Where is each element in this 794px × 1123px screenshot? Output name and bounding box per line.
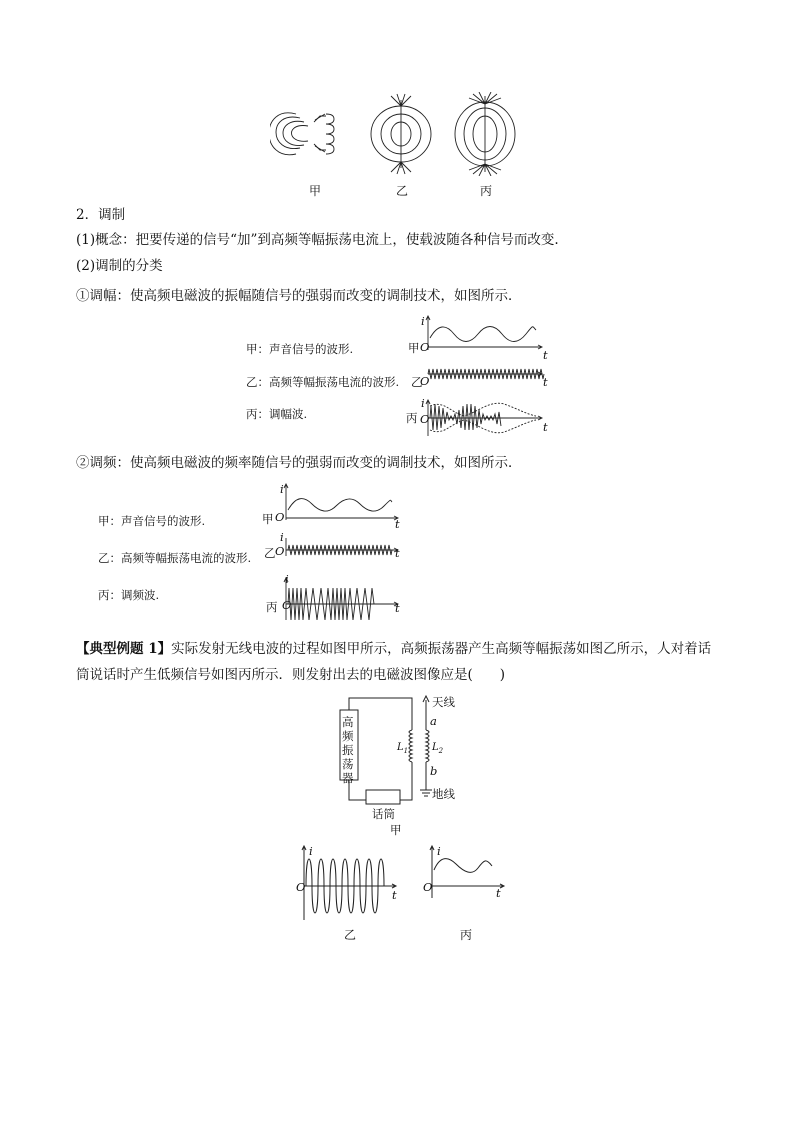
fm-axis-i1: i bbox=[280, 482, 284, 496]
am-axis-t2: t bbox=[543, 375, 548, 389]
field-caption-jia: 甲 bbox=[309, 184, 322, 198]
am-axis-t1: t bbox=[543, 348, 548, 362]
fm-tag-jia: 甲 bbox=[262, 512, 274, 526]
example-line-1 bbox=[76, 640, 711, 658]
fm-row-sound: 甲：声音信号的波形. bbox=[98, 514, 206, 528]
circuit-caption: 甲 bbox=[390, 823, 402, 837]
yi-axis-t: t bbox=[392, 888, 397, 902]
oscillator-char-5: 器 bbox=[342, 771, 354, 785]
am-axis-t3: t bbox=[543, 420, 548, 434]
fm-axis-t3: t bbox=[395, 601, 400, 615]
fm-tag-bing: 丙 bbox=[266, 600, 278, 614]
caption-yi: 乙 bbox=[344, 928, 357, 942]
oscillator-char-3: 振 bbox=[342, 743, 354, 757]
am-tag-yi: 乙 bbox=[411, 375, 423, 389]
yi-axis-o: O bbox=[296, 880, 306, 894]
section-heading: 2．调制 bbox=[76, 207, 126, 223]
field-caption-bing: 丙 bbox=[480, 184, 493, 198]
fm-axis-o2: O bbox=[275, 544, 285, 558]
example-text-1: 实际发射无线电波的过程如图甲所示，高频振荡器产生高频等幅振荡如图乙所示，人对着话 bbox=[171, 641, 712, 657]
fm-axis-t1: t bbox=[395, 517, 400, 531]
concept-text: (1)概念：把要传递的信号“加”到高频等幅振荡电流上，使载波随各种信号而改变. bbox=[76, 232, 559, 248]
am-tag-bing: 丙 bbox=[406, 411, 418, 425]
example-text-2: 筒说话时产生低频信号如图丙所示．则发射出去的电磁波图像应是( ) bbox=[76, 667, 506, 683]
fm-axis-o1: O bbox=[275, 510, 285, 524]
am-axis-o2: O bbox=[420, 374, 430, 388]
classify-text: (2)调制的分类 bbox=[76, 258, 163, 274]
antenna-label: 天线 bbox=[432, 695, 455, 709]
label-b: b bbox=[430, 764, 438, 778]
am-tag-jia: 甲 bbox=[408, 341, 420, 355]
example-label: 【典型例题 1】 bbox=[76, 641, 172, 657]
field-caption-yi: 乙 bbox=[396, 184, 409, 198]
caption-bing: 丙 bbox=[460, 928, 473, 942]
ground-label: 地线 bbox=[432, 787, 455, 801]
bing-axis-i: i bbox=[437, 844, 441, 858]
am-axis-o3: O bbox=[420, 412, 430, 426]
field-lines-figure bbox=[270, 92, 530, 176]
oscillator-char-4: 荡 bbox=[342, 757, 354, 771]
bing-axis-o: O bbox=[423, 880, 433, 894]
am-axis-o1: O bbox=[420, 340, 430, 354]
oscillator-char-1: 高 bbox=[342, 715, 354, 729]
mic-label: 话筒 bbox=[372, 807, 395, 821]
label-a: a bbox=[430, 714, 437, 728]
fm-axis-o3: O bbox=[282, 598, 292, 612]
label-L2: $L_2$ bbox=[432, 742, 444, 755]
bing-axis-t: t bbox=[496, 886, 501, 900]
am-axis-i1: i bbox=[421, 314, 425, 328]
fm-axis-i3: i bbox=[285, 572, 289, 586]
fm-row-carrier: 乙：高频等幅振荡电流的波形. bbox=[98, 551, 252, 565]
transmitter-circuit bbox=[330, 690, 490, 820]
fm-tag-yi: 乙 bbox=[264, 546, 276, 560]
fm-description: ②调频：使高频电磁波的频率随信号的强弱而改变的调制技术，如图所示． bbox=[76, 455, 522, 471]
fm-axis-i2: i bbox=[280, 530, 284, 544]
am-row-modulated: 丙：调幅波. bbox=[246, 407, 308, 421]
fm-axis-t2: t bbox=[395, 546, 400, 560]
fm-row-modulated: 丙：调频波. bbox=[98, 588, 160, 602]
am-row-sound: 甲：声音信号的波形. bbox=[246, 342, 354, 356]
oscillator-char-2: 频 bbox=[342, 729, 354, 743]
yi-axis-i: i bbox=[309, 844, 313, 858]
am-axis-i3: i bbox=[421, 396, 425, 410]
label-L1: $L_1$ bbox=[397, 742, 409, 755]
am-description: ①调幅：使高频电磁波的振幅随信号的强弱而改变的调制技术，如图所示． bbox=[76, 288, 522, 304]
am-row-carrier: 乙：高频等幅振荡电流的波形. bbox=[246, 375, 400, 389]
